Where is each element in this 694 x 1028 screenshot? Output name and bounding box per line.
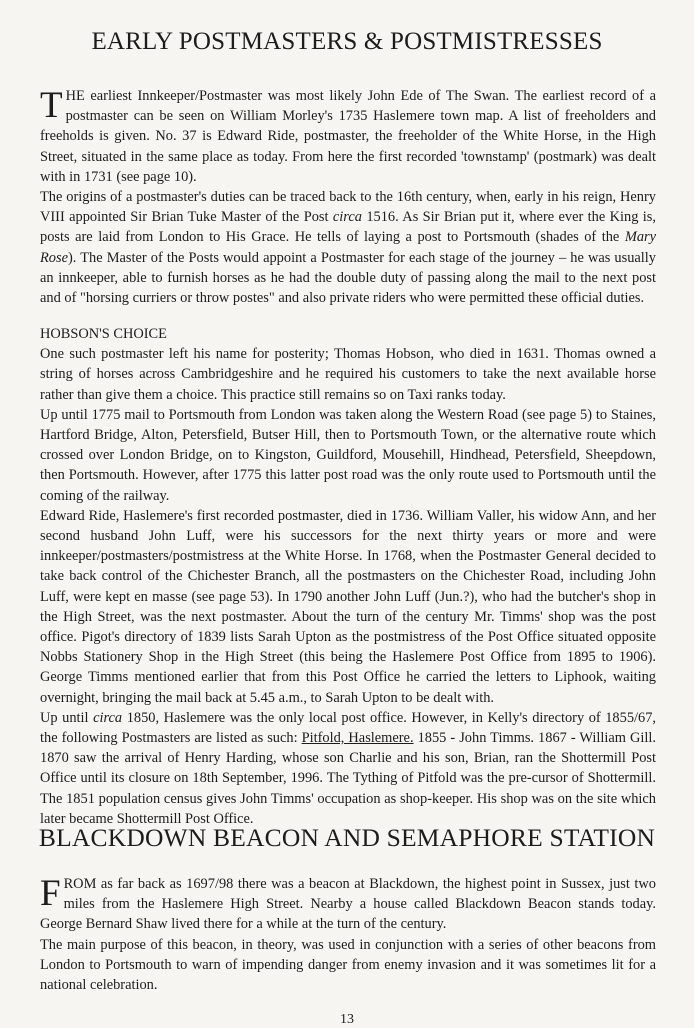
page-number: 13 — [340, 1012, 354, 1027]
italic-circa: circa — [93, 709, 123, 726]
section-title-postmasters: EARLY POSTMASTERS & POSTMISTRESSES — [91, 28, 603, 55]
drop-cap: F — [40, 873, 61, 914]
paragraph-text: HE earliest Innkeeper/Postmaster was most likely John Ede of The Swan. The earliest record of a postmaster can be seen on William Morley's 1735 Haslemere town map. A list of freeholders and freeholds is given. No. 37 is Edward Ride, postmaster, the freeholder of the White Horse, in the High Street, situated in the same place as today. From here the first recorded 'townstamp' (postmark) was dealt with in 1731 (see page 10). — [40, 88, 656, 185]
section-postmasters-body — [40, 86, 656, 308]
paragraph-text: 1516. As Sir Brian put it, where ever the King is, posts are laid from London to His Grace. He tells of laying a post to Portsmouth (shades of the — [40, 209, 656, 246]
section-title-blackdown: BLACKDOWN BEACON AND SEMAPHORE STATION — [38, 823, 656, 852]
paragraph-origins — [40, 187, 656, 308]
paragraph-text: ). The Master of the Posts would appoint a Postmaster for each stage of the journey – he was usually an innkeeper, able to furnish horses as he had the double duty of passing along the mail to the next post and of "horsing curriers or throw postes" and also private riders who were permitted these official duties. — [40, 249, 656, 307]
paragraph-western-road: Up until 1775 mail to Portsmouth from London was taken along the Western Road (see page 5) to Staines, Hartford Bridge, Alton, Petersfield, Butser Hill, then to Portsmouth Town, or the alternative route which crossed over London Bridge, on to Kingston, Guildford, Mousehill, Hindhead, Petersfield, Sheepdown, then Portsmouth. However, after 1775 this latter post road was the only route used to Portsmouth until the coming of the railway. — [40, 406, 656, 504]
paragraph-beacon-purpose: The main purpose of this beacon, in theory, was used in conjunction with a series of other beacons from London to Portsmouth to warn of impending danger from enemy invasion and it was sometimes lit for a national celebration. — [40, 936, 656, 994]
paragraph-text: 1850, Haslemere was the only local post office. However, in Kelly's directory of 1855/67, the following Postmasters are listed as such: — [40, 709, 657, 747]
underlined-place: Pitfold, Haslemere. — [301, 730, 414, 747]
paragraph-text: The origins of a postmaster's duties can be traced back to the 16th century, when, early in his reign, Henry VIII appointed Sir Brian Tuke Master of the Post — [40, 189, 656, 226]
paragraph-hobson: One such postmaster left his name for posterity; Thomas Hobson, who died in 1631. Thomas owned a string of horses across Cambridgeshire and he required his customers to take the next available horse rather than give them a choice. This practice still remains so on Taxi ranks today. — [40, 346, 656, 403]
paragraph-text: Up until — [40, 709, 94, 726]
italic-circa: circa — [332, 209, 362, 226]
paragraph-earliest-postmaster — [40, 86, 656, 187]
paragraph-kellys-directory — [40, 708, 656, 829]
paragraph-text: ROM as far back as 1697/98 there was a beacon at Blackdown, the highest point in Sussex, just two miles from the Haslemere High Street. Nearby a house called Blackdown Beacon stands today. George Bernard Shaw lived there for a while at the turn of the century. — [40, 876, 656, 933]
section-blackdown-body — [40, 874, 656, 995]
paragraph-text: 1855 - John Timms. 1867 - William Gill. 1870 saw the arrival of Henry Harding, whose son Charlie and his son, Brian, ran the Shottermill Post Office until its closure on 18th September, 1996. The Tything of Pitfold was the pre-cursor of Shottermill. The 1851 population census gives John Timms' occupation as shop-keeper. His shop was on the site which later became Shottermill Post Office. — [40, 730, 657, 827]
paragraph-blackdown-beacon — [40, 874, 656, 935]
italic-ship-name: Mary Rose — [40, 229, 656, 266]
section-hobsons-choice — [40, 324, 656, 829]
paragraph-edward-ride: Edward Ride, Haslemere's first recorded postmaster, died in 1736. William Valler, his widow Ann, and her second husband John Luff, were his successors for the next thirty years or more and were innkeeper/postmasters/postmistress at the White Horse. In 1768, when the Postmaster General decided to take back control of the Chichester Branch, all the postmasters on the Chichester Road, including John Luff, were kept en masse (see page 53). In 1790 another John Luff (Jun.?), who had the butcher's shop in the High Street, was the next postmaster. About the turn of the century Mr. Timms' shop was the post office. Pigot's directory of 1839 lists Sarah Upton as the postmistress of the Post Office situated opposite Nobbs Stationery Shop in the High Street (this being the Haslemere Post Office from 1895 to 1906). George Timms mentioned earlier that from this Post Office he carried the letters to Liphook, waiting overnight, bringing the mail back at 5.45 a.m., to Sarah Upton to be dealt with. — [40, 507, 656, 706]
subheading-hobsons-choice: HOBSON'S CHOICE — [40, 326, 167, 342]
drop-cap: T — [40, 85, 63, 126]
